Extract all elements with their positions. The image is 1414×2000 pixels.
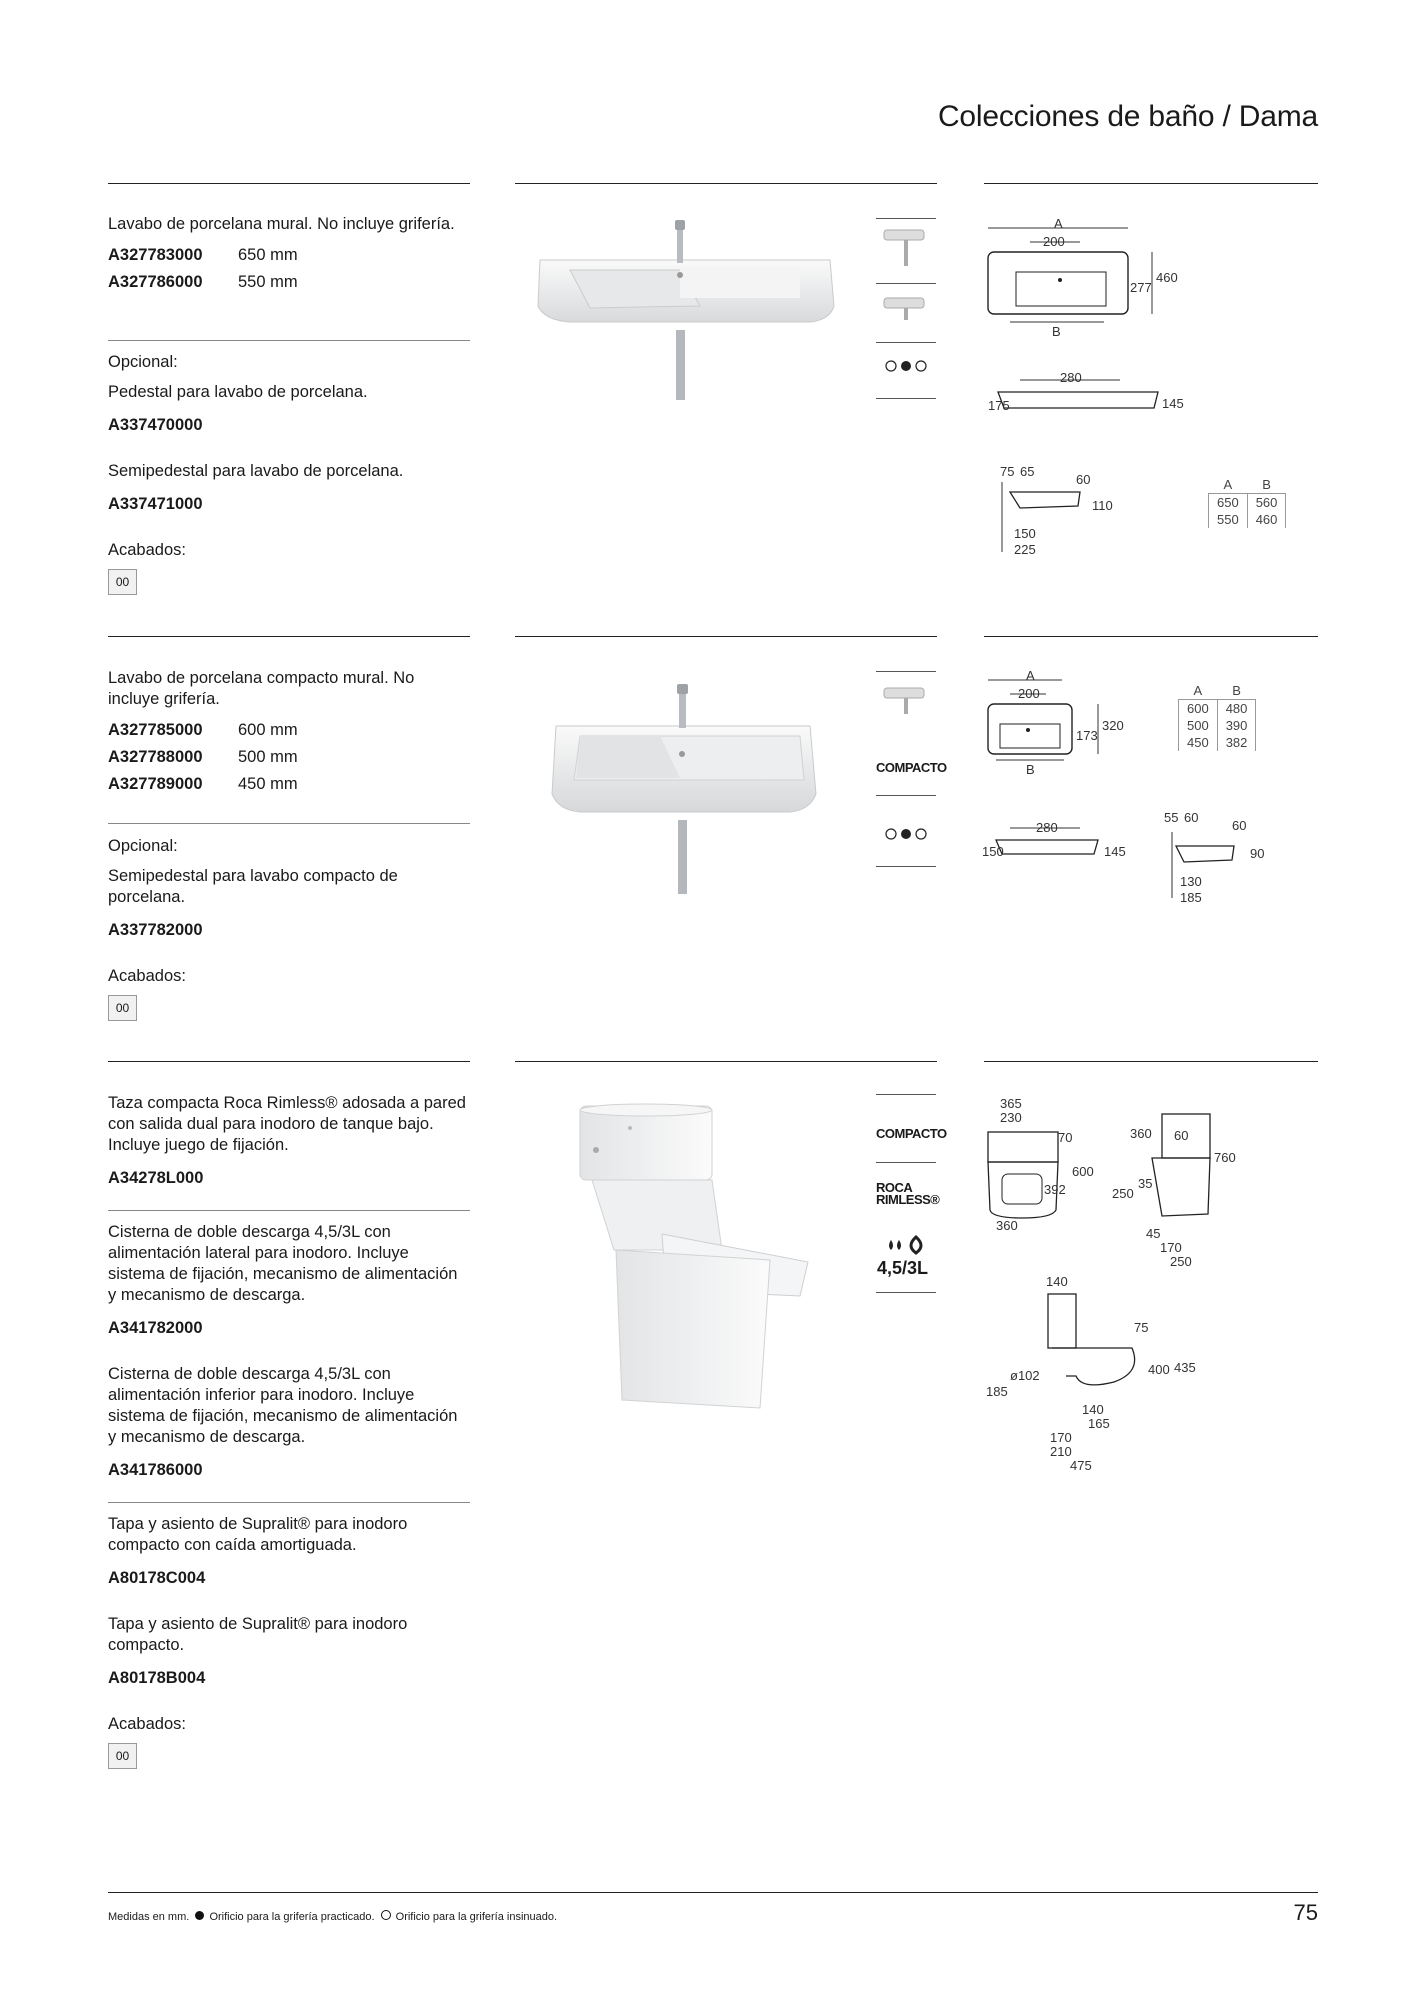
dim-label: 65 xyxy=(1020,464,1035,479)
dim-label: 365 xyxy=(1000,1096,1022,1111)
divider xyxy=(108,340,470,341)
dim-label: 400 xyxy=(1148,1362,1170,1377)
product-row xyxy=(108,272,468,293)
product-code: A327786000 xyxy=(108,273,203,291)
seat-options xyxy=(108,1514,468,1769)
empty-hole-icon xyxy=(381,1910,391,1920)
dim-label: 90 xyxy=(1250,846,1265,861)
compact-badge: COMPACTO xyxy=(876,760,947,775)
dim-label: 170 xyxy=(1050,1430,1072,1445)
finishes-label: Acabados: xyxy=(108,1715,186,1733)
icon-rule xyxy=(876,283,936,284)
product-row xyxy=(108,774,468,795)
section-rule xyxy=(515,636,937,637)
section1-optional xyxy=(108,352,468,595)
section1-text xyxy=(108,214,468,293)
dim-label: 185 xyxy=(986,1384,1008,1399)
section-rule xyxy=(108,183,470,184)
optional-code: A337782000 xyxy=(108,921,203,939)
icon-rule xyxy=(876,1094,936,1095)
table-header: A xyxy=(1223,477,1233,492)
table-cell: 480 xyxy=(1217,700,1256,718)
optional-description: Cisterna de doble descarga 4,5/3L con alimentación inferior para inodoro. Incluye sistema de fijación, mecanismo de alimentación y mecanismo de descarga. xyxy=(108,1365,458,1446)
dim-label: 280 xyxy=(1060,370,1082,385)
semipedestal-icon xyxy=(880,290,932,330)
dim-label: 435 xyxy=(1174,1360,1196,1375)
dim-label: 175 xyxy=(988,398,1010,413)
dim-label: 460 xyxy=(1156,270,1178,285)
dim-label: 60 xyxy=(1232,818,1247,833)
compact-washbasin-photo xyxy=(540,684,840,896)
washbasin-photo xyxy=(530,220,850,400)
product-description: Lavabo de porcelana compacto mural. No incluye grifería. xyxy=(108,669,415,708)
dim-label: 35 xyxy=(1138,1176,1153,1191)
product-code: A34278L000 xyxy=(108,1169,204,1187)
dim-label: 210 xyxy=(1050,1444,1072,1459)
table-header: A xyxy=(1193,683,1203,698)
dim-label: A xyxy=(1026,668,1035,683)
dim-label: 60 xyxy=(1076,472,1091,487)
section2-optional xyxy=(108,836,468,1021)
product-description: Lavabo de porcelana mural. No incluye grifería. xyxy=(108,215,455,233)
front-dimension-drawing xyxy=(980,216,1220,339)
water-drops-icon xyxy=(886,1236,930,1254)
front-dimension-drawing xyxy=(980,670,1140,780)
section-rule xyxy=(984,636,1318,637)
dim-label: 230 xyxy=(1000,1110,1022,1125)
dim-label: 320 xyxy=(1102,718,1124,733)
tap-holes-icon xyxy=(884,826,930,842)
section-rule xyxy=(108,1061,470,1062)
product-code: A327789000 xyxy=(108,775,203,793)
dim-label: 55 xyxy=(1164,810,1179,825)
section-rule xyxy=(515,1061,937,1062)
optional-label: Opcional: xyxy=(108,837,178,855)
dim-label: 145 xyxy=(1162,396,1184,411)
icon-rule xyxy=(876,866,936,867)
side-dimension-drawing xyxy=(1160,808,1280,908)
semipedestal-icon xyxy=(880,680,932,724)
finishes-label: Acabados: xyxy=(108,967,186,985)
optional-code: A80178C004 xyxy=(108,1569,206,1587)
optional-description: Semipedestal para lavabo compacto de porcelana. xyxy=(108,867,398,906)
dim-label: 225 xyxy=(1014,542,1036,557)
product-code: A327783000 xyxy=(108,246,203,264)
rimless-line-2: RIMLESS® xyxy=(876,1192,940,1207)
dim-label: 200 xyxy=(1018,686,1040,701)
dimension-table xyxy=(1208,476,1286,528)
optional-description: Pedestal para lavabo de porcelana. xyxy=(108,383,368,401)
section-rule xyxy=(108,636,470,637)
footer-legend xyxy=(108,1910,557,1923)
dim-label: 75 xyxy=(1000,464,1015,479)
dim-label: A xyxy=(1054,216,1063,231)
top-dimension-drawing xyxy=(980,370,1220,430)
dim-label: 600 xyxy=(1072,1164,1094,1179)
finishes-label: Acabados: xyxy=(108,541,186,559)
compact-badge: COMPACTO xyxy=(876,1126,947,1141)
finish-swatch[interactable]: 00 xyxy=(108,569,137,595)
divider xyxy=(108,1502,470,1503)
optional-code: A80178B004 xyxy=(108,1669,206,1687)
icon-rule xyxy=(876,671,936,672)
cistern-lateral xyxy=(108,1222,468,1481)
dim-label: 70 xyxy=(1058,1130,1073,1145)
section-rule xyxy=(984,183,1318,184)
icon-rule xyxy=(876,795,936,796)
dimension-table xyxy=(1178,682,1256,751)
section2-text xyxy=(108,668,468,795)
dim-label: B xyxy=(1026,762,1035,777)
product-row xyxy=(108,245,468,266)
toilet-section-drawing xyxy=(982,1272,1202,1472)
toilet-photo xyxy=(570,1100,820,1430)
optional-code: A337470000 xyxy=(108,416,203,434)
dim-label: 250 xyxy=(1112,1186,1134,1201)
rimless-line-1: ROCA xyxy=(876,1180,913,1195)
section-rule xyxy=(515,183,937,184)
optional-code: A341786000 xyxy=(108,1461,203,1479)
divider xyxy=(108,823,470,824)
tap-holes-icon xyxy=(884,358,930,374)
table-cell: 390 xyxy=(1217,717,1256,734)
dim-label: 760 xyxy=(1214,1150,1236,1165)
product-row xyxy=(108,747,468,768)
dim-label: 130 xyxy=(1180,874,1202,889)
flush-volume: 4,5/3L xyxy=(877,1258,929,1278)
dim-label: 150 xyxy=(1014,526,1036,541)
page-number: 75 xyxy=(1293,1900,1318,1925)
table-cell: 460 xyxy=(1247,511,1286,528)
product-size: 500 mm xyxy=(238,748,298,766)
dim-label: 280 xyxy=(1036,820,1058,835)
footer-text: Orificio para la grifería practicado. xyxy=(209,1911,375,1923)
product-row xyxy=(108,720,468,741)
table-cell: 650 xyxy=(1209,494,1248,512)
filled-hole-icon xyxy=(195,1911,204,1920)
optional-code: A341782000 xyxy=(108,1319,203,1337)
table-cell: 500 xyxy=(1179,717,1218,734)
product-size: 600 mm xyxy=(238,721,298,739)
optional-label: Opcional: xyxy=(108,353,178,371)
table-cell: 560 xyxy=(1247,494,1286,512)
page-title: Colecciones de baño / Dama xyxy=(937,100,1318,133)
table-cell: 450 xyxy=(1179,734,1218,751)
dim-label: 360 xyxy=(1130,1126,1152,1141)
dim-label: 200 xyxy=(1043,234,1065,249)
toilet-side-drawing xyxy=(1112,1104,1242,1274)
optional-description: Tapa y asiento de Supralit® para inodoro compacto con caída amortiguada. xyxy=(108,1515,408,1554)
icon-rule xyxy=(876,1292,936,1293)
optional-description: Semipedestal para lavabo de porcelana. xyxy=(108,462,404,480)
dim-label: B xyxy=(1052,324,1061,339)
table-cell: 550 xyxy=(1209,511,1248,528)
finish-swatch[interactable]: 00 xyxy=(108,995,137,1021)
toilet-front-drawing xyxy=(982,1094,1102,1234)
dim-label: 110 xyxy=(1092,498,1113,513)
rimless-badge xyxy=(876,1182,939,1206)
dim-label: 60 xyxy=(1174,1128,1189,1143)
dim-label: 145 xyxy=(1104,844,1126,859)
dim-label: 392 xyxy=(1044,1182,1066,1197)
dim-label: ø102 xyxy=(1010,1368,1040,1383)
dim-label: 250 xyxy=(1170,1254,1192,1269)
table-header: B xyxy=(1232,683,1241,698)
section3-text xyxy=(108,1093,468,1189)
icon-rule xyxy=(876,218,936,219)
finish-swatch[interactable]: 00 xyxy=(108,1743,137,1769)
product-code: A327785000 xyxy=(108,721,203,739)
footer-text: Medidas en mm. xyxy=(108,1911,190,1923)
dim-label: 45 xyxy=(1146,1226,1161,1241)
dim-label: 277 xyxy=(1130,280,1152,295)
table-cell: 382 xyxy=(1217,734,1256,751)
optional-description: Cisterna de doble descarga 4,5/3L con alimentación lateral para inodoro. Incluye sistema de fijación, mecanismo de alimentación y mecanismo de descarga. xyxy=(108,1223,458,1304)
product-size: 450 mm xyxy=(238,775,298,793)
footer-rule xyxy=(108,1892,1318,1893)
section-rule xyxy=(984,1061,1318,1062)
dim-label: 140 xyxy=(1046,1274,1068,1289)
product-size: 550 mm xyxy=(238,273,298,291)
product-size: 650 mm xyxy=(238,246,298,264)
side-dimension-drawing xyxy=(990,462,1130,562)
divider xyxy=(108,1210,470,1211)
icon-rule xyxy=(876,1162,936,1163)
table-header: B xyxy=(1262,477,1271,492)
dim-label: 475 xyxy=(1070,1458,1092,1473)
wall-basin-icon xyxy=(880,224,932,274)
top-dimension-drawing xyxy=(980,816,1130,876)
dim-label: 170 xyxy=(1160,1240,1182,1255)
optional-code: A337471000 xyxy=(108,495,203,513)
dim-label: 360 xyxy=(996,1218,1018,1233)
product-code: A327788000 xyxy=(108,748,203,766)
icon-rule xyxy=(876,398,936,399)
dim-label: 173 xyxy=(1076,728,1098,743)
dim-label: 140 xyxy=(1082,1402,1104,1417)
table-cell: 600 xyxy=(1179,700,1218,718)
icon-rule xyxy=(876,342,936,343)
dim-label: 75 xyxy=(1134,1320,1149,1335)
product-description: Taza compacta Roca Rimless® adosada a pared con salida dual para inodoro de tanque bajo. Incluye juego de fijación. xyxy=(108,1094,466,1154)
dim-label: 165 xyxy=(1088,1416,1110,1431)
dim-label: 150 xyxy=(982,844,1004,859)
optional-description: Tapa y asiento de Supralit® para inodoro compacto. xyxy=(108,1615,408,1654)
dim-label: 185 xyxy=(1180,890,1202,905)
footer-text: Orificio para la grifería insinuado. xyxy=(395,1911,558,1923)
dim-label: 60 xyxy=(1184,810,1199,825)
